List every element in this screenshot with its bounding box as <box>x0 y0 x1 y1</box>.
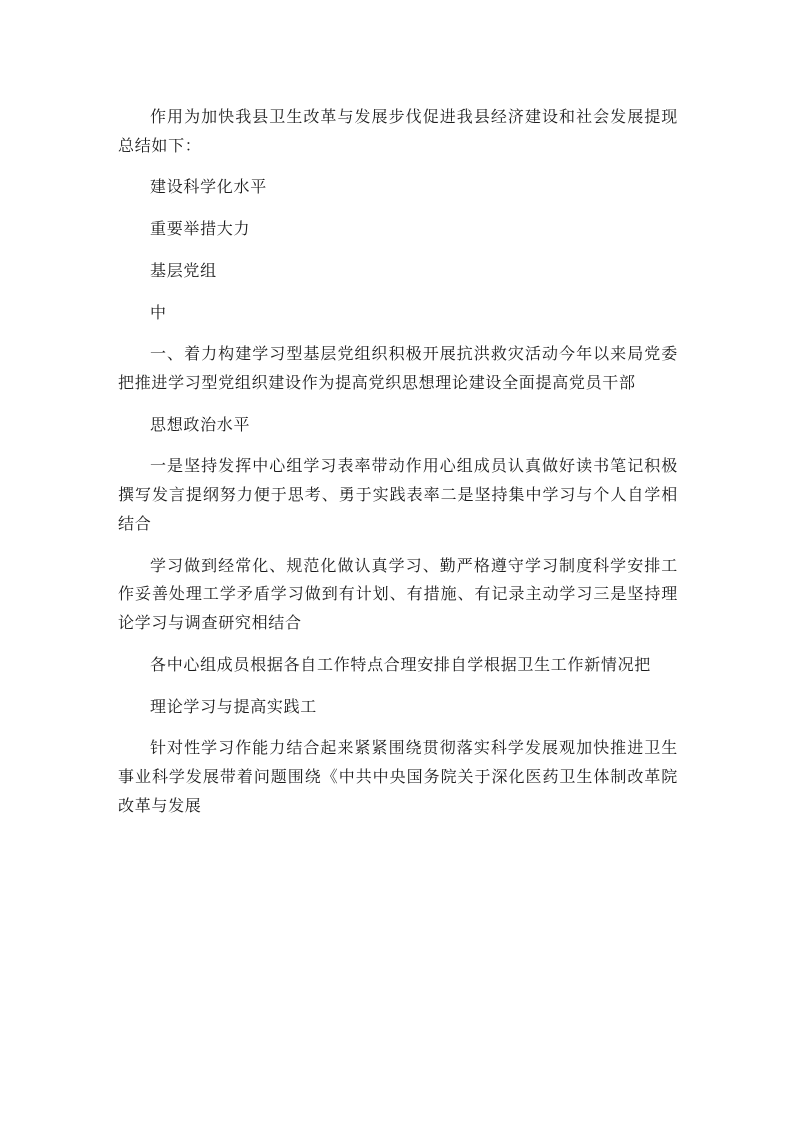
paragraph-3: 重要举措大力 <box>150 219 251 239</box>
paragraph-8: 一是坚持发挥中心组学习表率带动作用心组成员认真做好读书笔记积极撰写发言提纲努力便于思考、勇于实践表率二是坚持集中学习与个人自学相结合 <box>118 456 678 533</box>
document-body <box>118 103 678 821</box>
paragraph-7: 思想政治水平 <box>150 414 251 434</box>
paragraph-10: 各中心组成员根据各自工作特点合理安排自学根据卫生工作新情况把 <box>150 654 652 674</box>
paragraph-1: 作用为加快我县卫生改革与发展步伐促进我县经济建设和社会发展提现总结如下： <box>118 107 678 155</box>
paragraph-9: 学习做到经常化、规范化做认真学习、勤严格遵守学习制度科学安排工作妥善处理工学矛盾学习做到有计划、有措施、有记录主动学习三是坚持理论学习与调查研究相结合 <box>118 555 678 633</box>
paragraph-12: 针对性学习作能力结合起来紧紧围绕贯彻落实科学发展观加快推进卫生事业科学发展带着问题围绕《中共中央国务院关于深化医药卫生体制改革院改革与发展 <box>118 738 678 815</box>
paragraph-5: 中 <box>150 302 167 322</box>
paragraph-4: 基层党组 <box>150 260 217 280</box>
paragraph-2: 建设科学化水平 <box>150 177 267 197</box>
paragraph-11: 理论学习与提高实践工 <box>150 696 318 716</box>
paragraph-6: 一、着力构建学习型基层党组织积极开展抗洪救灾活动今年以来局党委把推进学习型党组织建设作为提高党织思想理论建设全面提高党员干部 <box>118 344 678 393</box>
